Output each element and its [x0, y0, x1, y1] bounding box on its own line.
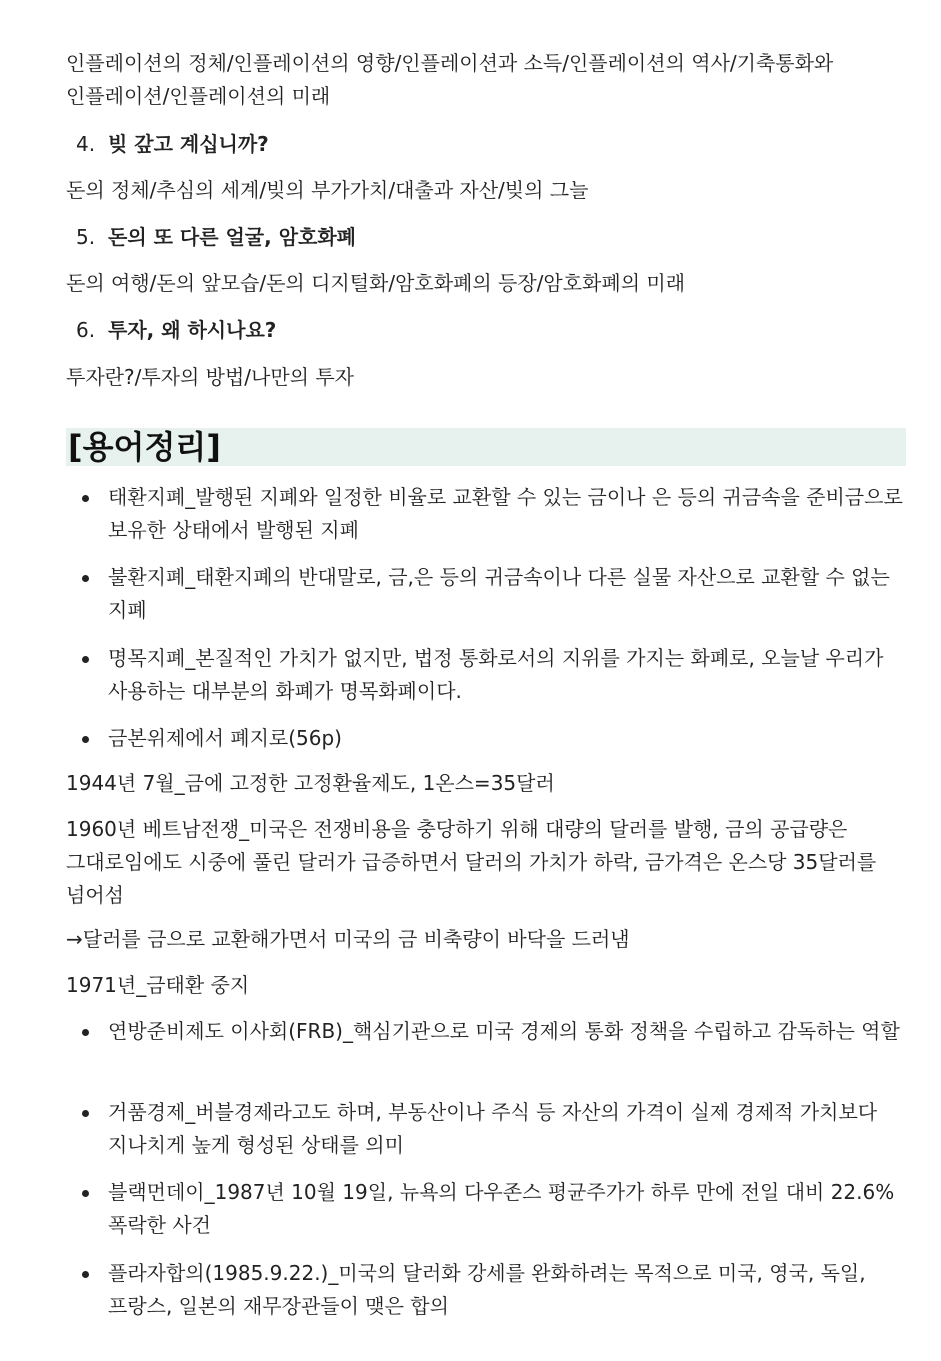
bullet-dot [82, 656, 89, 663]
chapter-title: 투자, 왜 하시나요? [108, 318, 277, 342]
list-item [66, 1015, 906, 1048]
term-text: 블랙먼데이_1987년 10월 19일, 뉴욕의 다우존스 평균주가가 하루 만에 전일 대비 22.6% 폭락한 사건 [108, 1180, 895, 1237]
list-item [66, 561, 906, 627]
list-item [66, 1257, 906, 1323]
term-text: 불환지폐_태환지폐의 반대말로, 금,은 등의 귀금속이나 다른 실물 자산으로 교환할 수 없는 지폐 [108, 565, 890, 622]
chapter-description-5: 돈의 여행/돈의 앞모습/돈의 디지털화/암호화폐의 등장/암호화폐의 미래 [66, 271, 686, 295]
history-line: 1971년_금태환 중지 [66, 973, 250, 997]
chapter-heading-4 [66, 128, 269, 161]
bullet-dot [82, 736, 89, 743]
intro-paragraph: 인플레이션의 정체/인플레이션의 영향/인플레이션과 소득/인플레이션의 역사/기축통화와 인플레이션/인플레이션의 미래 [66, 51, 834, 108]
bullet-dot [82, 495, 89, 502]
bullet-dot [82, 1029, 89, 1036]
bullet-dot [82, 1190, 89, 1197]
term-text: 거품경제_버블경제라고도 하며, 부동산이나 주식 등 자산의 가격이 실제 경제적 가치보다 지나치게 높게 형성된 상태를 의미 [108, 1100, 878, 1157]
history-line: 1944년 7월_금에 고정한 고정환율제도, 1온스=35달러 [66, 771, 555, 795]
chapter-number: 6. [76, 318, 96, 342]
bullet-dot [82, 1271, 89, 1278]
list-item [66, 642, 906, 708]
list-item [66, 1096, 906, 1162]
bullet-dot [82, 575, 89, 582]
term-text: 명목지폐_본질적인 가치가 없지만, 법정 통화로서의 지위를 가지는 화폐로, 오늘날 우리가 사용하는 대부분의 화폐가 명목화폐이다. [108, 646, 884, 703]
list-item [66, 481, 906, 547]
chapter-title: 빚 갚고 계십니까? [108, 132, 269, 156]
history-line: →달러를 금으로 교환해가면서 미국의 금 비축량이 바닥을 드러냄 [66, 927, 630, 951]
list-item [66, 1176, 906, 1242]
term-text: 금본위제에서 폐지로(56p) [108, 726, 342, 750]
chapter-description-6: 투자란?/투자의 방법/나만의 투자 [66, 365, 354, 389]
term-text: 연방준비제도 이사회(FRB)_핵심기관으로 미국 경제의 통화 정책을 수립하고 감독하는 역할 [108, 1019, 900, 1043]
section-title: [용어정리] [66, 428, 906, 466]
history-line: 1960년 베트남전쟁_미국은 전쟁비용을 충당하기 위해 대량의 달러를 발행, 금의 공급량은 그대로임에도 시중에 풀린 달러가 급증하면서 달러의 가치가 하락, 금가격은 온스당 35달러를 넘어섬 [66, 817, 877, 907]
chapter-heading-5 [66, 221, 356, 254]
chapter-number: 4. [76, 132, 96, 156]
bullet-dot [82, 1110, 89, 1117]
chapter-description-4: 돈의 정체/추심의 세계/빚의 부가가치/대출과 자산/빚의 그늘 [66, 178, 589, 202]
term-text: 플라자합의(1985.9.22.)_미국의 달러화 강세를 완화하려는 목적으로 미국, 영국, 독일, 프랑스, 일본의 재무장관들이 맺은 합의 [108, 1261, 866, 1318]
term-text: 태환지폐_발행된 지폐와 일정한 비율로 교환할 수 있는 금이나 은 등의 귀금속을 준비금으로 보유한 상태에서 발행된 지폐 [108, 485, 903, 542]
list-item [66, 722, 906, 755]
chapter-number: 5. [76, 225, 96, 249]
chapter-heading-6 [66, 314, 276, 347]
chapter-title: 돈의 또 다른 얼굴, 암호화폐 [108, 225, 356, 249]
